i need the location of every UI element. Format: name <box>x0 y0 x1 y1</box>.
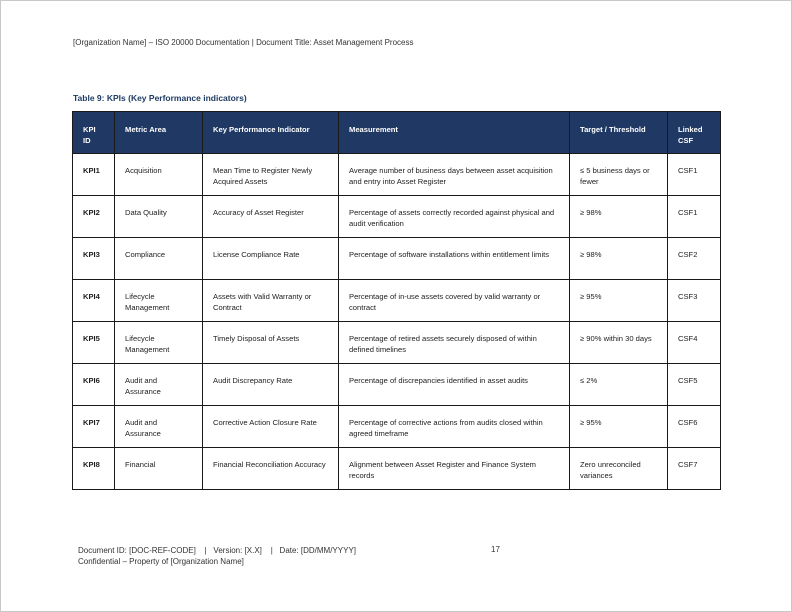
table-row <box>73 280 721 322</box>
metric-area-cell: Lifecycle Management <box>115 280 203 322</box>
kpi-name-cell: Mean Time to Register Newly Acquired Assets <box>203 154 339 196</box>
target-cell: ≥ 98% <box>570 196 668 238</box>
target-cell: ≥ 98% <box>570 238 668 280</box>
measurement-cell: Percentage of assets correctly recorded against physical and audit verification <box>339 196 570 238</box>
column-header-target: Target / Threshold <box>570 112 668 154</box>
column-header-kpi: Key Performance Indicator <box>203 112 339 154</box>
page-number: 17 <box>491 545 500 554</box>
table-row <box>73 406 721 448</box>
kpi-id-cell: KPI5 <box>73 322 115 364</box>
target-cell: ≥ 95% <box>570 280 668 322</box>
kpi-id-cell: KPI4 <box>73 280 115 322</box>
kpi-name-cell: Financial Reconciliation Accuracy <box>203 448 339 490</box>
kpi-id-cell: KPI3 <box>73 238 115 280</box>
table-row <box>73 364 721 406</box>
kpi-name-cell: License Compliance Rate <box>203 238 339 280</box>
target-cell: ≤ 2% <box>570 364 668 406</box>
linked-csf-cell: CSF1 <box>668 154 721 196</box>
kpi-name-cell: Timely Disposal of Assets <box>203 322 339 364</box>
kpi-id-cell: KPI2 <box>73 196 115 238</box>
linked-csf-cell: CSF4 <box>668 322 721 364</box>
linked-csf-cell: CSF2 <box>668 238 721 280</box>
column-header-kpi-id: KPI ID <box>73 112 115 154</box>
linked-csf-cell: CSF7 <box>668 448 721 490</box>
kpi-id-cell: KPI6 <box>73 364 115 406</box>
footer-confidential: Confidential – Property of [Organization Name] <box>78 557 244 566</box>
table-row <box>73 154 721 196</box>
measurement-cell: Percentage of corrective actions from audits closed within agreed timeframe <box>339 406 570 448</box>
target-cell: ≥ 90% within 30 days <box>570 322 668 364</box>
page-header: [Organization Name] – ISO 20000 Documentation | Document Title: Asset Management Process <box>73 38 414 47</box>
table-row <box>73 448 721 490</box>
metric-area-cell: Lifecycle Management <box>115 322 203 364</box>
linked-csf-cell: CSF5 <box>668 364 721 406</box>
kpi-name-cell: Audit Discrepancy Rate <box>203 364 339 406</box>
kpi-table <box>72 111 721 490</box>
table-row <box>73 322 721 364</box>
column-header-measurement: Measurement <box>339 112 570 154</box>
kpi-name-cell: Accuracy of Asset Register <box>203 196 339 238</box>
column-header-linked-csf: Linked CSF <box>668 112 721 154</box>
linked-csf-cell: CSF6 <box>668 406 721 448</box>
target-cell: ≤ 5 business days or fewer <box>570 154 668 196</box>
linked-csf-cell: CSF3 <box>668 280 721 322</box>
table-row <box>73 238 721 280</box>
measurement-cell: Alignment between Asset Register and Finance System records <box>339 448 570 490</box>
measurement-cell: Average number of business days between asset acquisition and entry into Asset Register <box>339 154 570 196</box>
kpi-id-cell: KPI7 <box>73 406 115 448</box>
kpi-id-cell: KPI1 <box>73 154 115 196</box>
measurement-cell: Percentage of software installations within entitlement limits <box>339 238 570 280</box>
target-cell: ≥ 95% <box>570 406 668 448</box>
linked-csf-cell: CSF1 <box>668 196 721 238</box>
metric-area-cell: Audit and Assurance <box>115 406 203 448</box>
column-header-metric-area: Metric Area <box>115 112 203 154</box>
measurement-cell: Percentage of retired assets securely disposed of within defined timelines <box>339 322 570 364</box>
metric-area-cell: Compliance <box>115 238 203 280</box>
metric-area-cell: Acquisition <box>115 154 203 196</box>
table-row <box>73 196 721 238</box>
footer-document-info: Document ID: [DOC-REF-CODE] | Version: [X.X] | Date: [DD/MM/YYYY] <box>78 546 356 555</box>
metric-area-cell: Data Quality <box>115 196 203 238</box>
kpi-name-cell: Assets with Valid Warranty or Contract <box>203 280 339 322</box>
target-cell: Zero unreconciled variances <box>570 448 668 490</box>
page-footer <box>78 545 356 567</box>
kpi-id-cell: KPI8 <box>73 448 115 490</box>
metric-area-cell: Audit and Assurance <box>115 364 203 406</box>
measurement-cell: Percentage of discrepancies identified in asset audits <box>339 364 570 406</box>
table-header-row <box>73 112 721 154</box>
kpi-name-cell: Corrective Action Closure Rate <box>203 406 339 448</box>
metric-area-cell: Financial <box>115 448 203 490</box>
measurement-cell: Percentage of in-use assets covered by valid warranty or contract <box>339 280 570 322</box>
table-caption: Table 9: KPIs (Key Performance indicators) <box>73 93 247 103</box>
